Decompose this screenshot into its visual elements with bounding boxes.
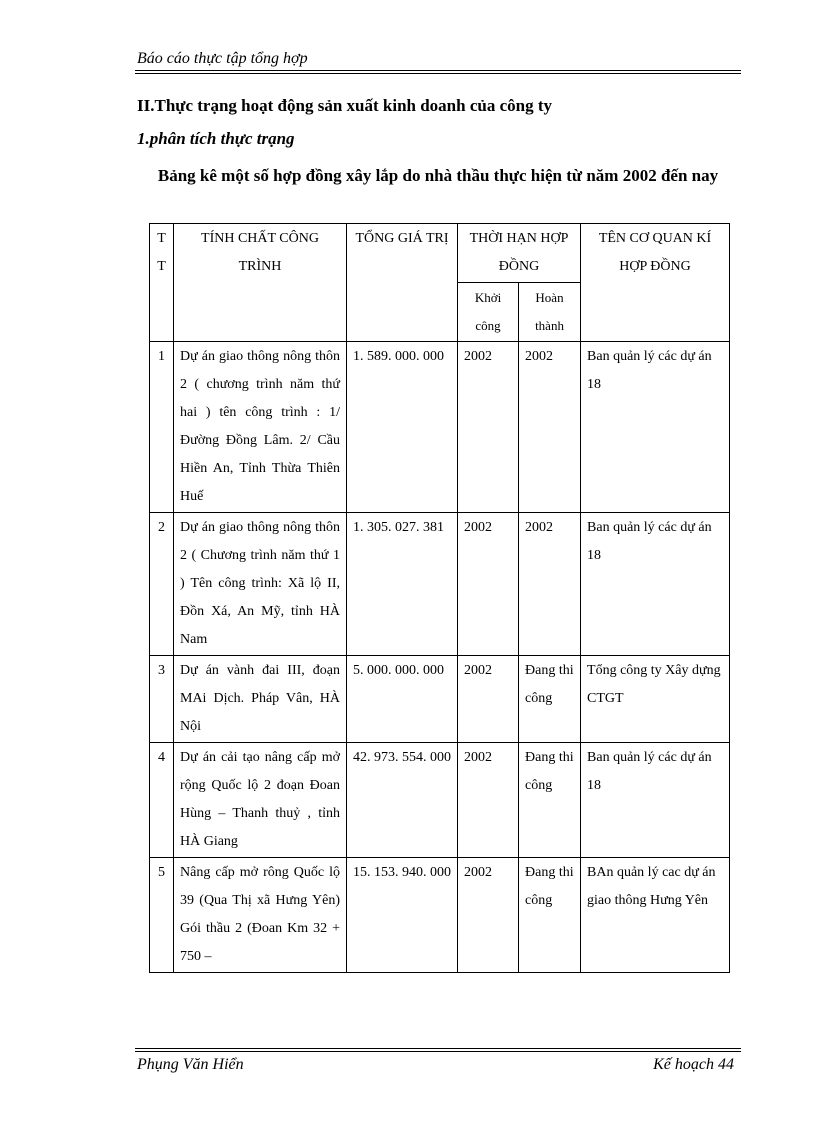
row-finish: 2002 bbox=[519, 513, 581, 656]
table-row bbox=[150, 513, 730, 656]
table-row bbox=[150, 858, 730, 973]
row-start: 2002 bbox=[458, 858, 519, 973]
header-value: TỔNG GIÁ TRỊ bbox=[347, 224, 458, 342]
row-start: 2002 bbox=[458, 743, 519, 858]
header-agency: TÊN CƠ QUAN KÍ HỢP ĐỒNG bbox=[581, 224, 730, 342]
row-agency: Tổng công ty Xây dựng CTGT bbox=[581, 656, 730, 743]
row-nature: Nâng cấp mở rông Quốc lộ 39 (Qua Thị xã Hưng Yên) Gói thầu 2 (Đoan Km 32 + 750 – bbox=[174, 858, 347, 973]
row-nature: Dự án vành đai III, đoạn MAi Dịch. Pháp Vân, HÀ Nội bbox=[174, 656, 347, 743]
row-tt: 2 bbox=[150, 513, 174, 656]
table-row bbox=[150, 342, 730, 513]
row-nature: Dự án cải tạo nâng cấp mở rộng Quốc lộ 2 đoạn Đoan Hùng – Thanh thuỷ , tỉnh HÀ Giang bbox=[174, 743, 347, 858]
contracts-table bbox=[149, 223, 730, 973]
row-finish: 2002 bbox=[519, 342, 581, 513]
row-tt: 1 bbox=[150, 342, 174, 513]
row-nature: Dự án giao thông nông thôn 2 ( Chương trình năm thứ 1 ) Tên công trình: Xã lộ II, Đồn Xá, An Mỹ, tỉnh HÀ Nam bbox=[174, 513, 347, 656]
row-tt: 4 bbox=[150, 743, 174, 858]
row-finish: Đang thi công bbox=[519, 656, 581, 743]
row-agency: BAn quản lý cac dự án giao thông Hưng Yên bbox=[581, 858, 730, 973]
row-nature: Dự án giao thông nông thôn 2 ( chương trình năm thứ hai ) tên công trình : 1/ Đường Đồng Lâm. 2/ Cầu Hiền An, Tỉnh Thừa Thiên Huế bbox=[174, 342, 347, 513]
row-start: 2002 bbox=[458, 342, 519, 513]
footer-rule-bottom bbox=[135, 1051, 741, 1052]
header-rule-bottom bbox=[135, 73, 741, 74]
row-tt: 3 bbox=[150, 656, 174, 743]
table-header-row bbox=[150, 224, 730, 283]
row-agency: Ban quản lý các dự án 18 bbox=[581, 342, 730, 513]
table-title: Bảng kê một số hợp đồng xây lắp do nhà thầu thực hiện từ năm 2002 đến nay bbox=[157, 166, 719, 185]
row-tt: 5 bbox=[150, 858, 174, 973]
header-rule-top bbox=[135, 70, 741, 71]
section-heading: II.Thực trạng hoạt động sản xuất kinh doanh của công ty bbox=[137, 96, 553, 115]
table-row bbox=[150, 743, 730, 858]
row-agency: Ban quản lý các dự án 18 bbox=[581, 513, 730, 656]
row-agency: Ban quản lý các dự án 18 bbox=[581, 743, 730, 858]
running-header: Báo cáo thực tập tổng hợp bbox=[137, 50, 308, 67]
row-value: 5. 000. 000. 000 bbox=[347, 656, 458, 743]
row-start: 2002 bbox=[458, 656, 519, 743]
row-start: 2002 bbox=[458, 513, 519, 656]
row-value: 1. 589. 000. 000 bbox=[347, 342, 458, 513]
footer-author: Phụng Văn Hiển bbox=[137, 1056, 244, 1073]
header-finish: Hoàn thành bbox=[519, 283, 581, 342]
header-duration: THỜI HẠN HỢP ĐỒNG bbox=[458, 224, 581, 283]
row-finish: Đang thi công bbox=[519, 858, 581, 973]
row-finish: Đang thi công bbox=[519, 743, 581, 858]
table-row bbox=[150, 656, 730, 743]
footer-section: Kế hoạch 44 bbox=[653, 1056, 734, 1073]
subsection-heading: 1.phân tích thực trạng bbox=[137, 129, 295, 148]
row-value: 15. 153. 940. 000 bbox=[347, 858, 458, 973]
row-value: 1. 305. 027. 381 bbox=[347, 513, 458, 656]
footer-rule-top bbox=[135, 1048, 741, 1049]
header-tt: T T bbox=[150, 224, 174, 342]
row-value: 42. 973. 554. 000 bbox=[347, 743, 458, 858]
header-nature: TÍNH CHẤT CÔNG TRÌNH bbox=[174, 224, 347, 342]
header-start: Khởi công bbox=[458, 283, 519, 342]
